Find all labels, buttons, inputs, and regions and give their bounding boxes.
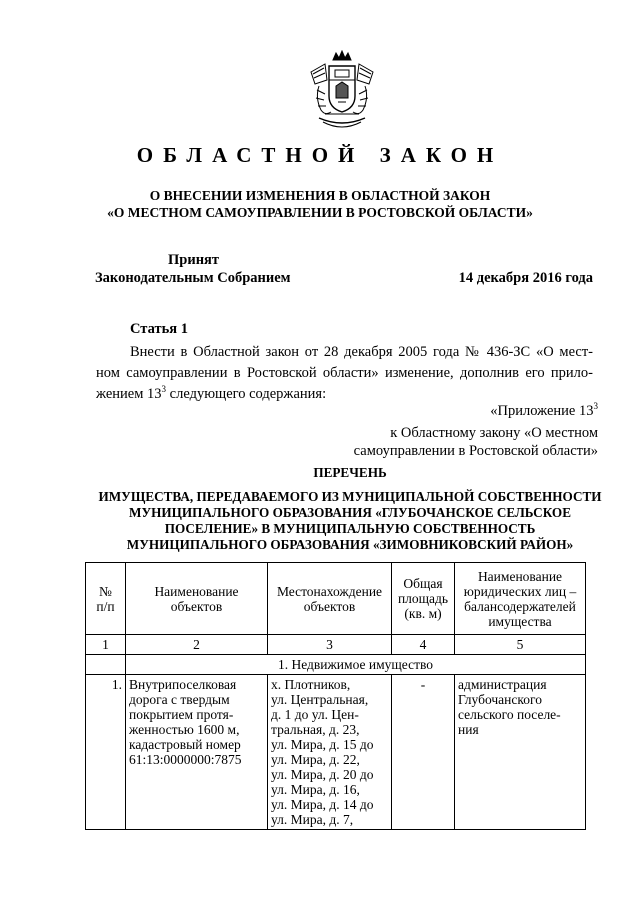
table-column-number-row (86, 635, 586, 655)
row-holder (455, 675, 586, 830)
column-number: 3 (268, 635, 392, 655)
row-area: - (392, 675, 455, 830)
table-header-row (86, 563, 586, 635)
accepted-date: 14 декабря 2016 года (458, 270, 593, 286)
cell-line: ул. Мира, д. 14 до (271, 797, 374, 812)
list-heading: ПЕРЕЧЕНЬ (313, 465, 387, 480)
column-number: 1 (86, 635, 126, 655)
cell-line: дорога с твердым (129, 692, 230, 707)
cell-line: покрытием протя- (129, 707, 234, 722)
coat-of-arms-icon (305, 50, 379, 134)
document-title: ОБЛАСТНОЙ ЗАКОН (136, 143, 504, 167)
appendix-line1: «Приложение 13 (490, 403, 594, 419)
cell-line: Внутрипоселковая (129, 677, 237, 692)
header-text: п/п (96, 598, 115, 614)
header-cell-name (126, 563, 268, 635)
list-title-line4: МУНИЦИПАЛЬНОГО ОБРАЗОВАНИЯ «ЗИМОВНИКОВСКИЙ РАЙОН» (126, 537, 574, 552)
cell-line: администрация (458, 677, 547, 692)
header-text: юридических лиц – (463, 583, 577, 599)
header-text: Общая (403, 576, 443, 591)
cell-line: кадастровый номер (129, 737, 241, 752)
header-text: Наименование (477, 568, 563, 584)
header-cell-num (86, 563, 126, 635)
cell-line: женностью 1600 м, (129, 722, 240, 737)
table-section-row (86, 655, 586, 675)
column-number: 2 (126, 635, 268, 655)
cell-line: ул. Центральная, (271, 692, 369, 707)
cell-line: сельского поселе- (458, 707, 561, 722)
cell-line: х. Плотников, (271, 677, 351, 692)
cell-line: тральная, д. 23, (271, 722, 360, 737)
header-text: балансодержателей (464, 598, 576, 614)
list-title-line1: ИМУЩЕСТВА, ПЕРЕДАВАЕМОГО ИЗ МУНИЦИПАЛЬНОЙ СОБСТВЕННОСТИ (98, 489, 602, 504)
accepted-label: Принят (168, 252, 220, 268)
row-object-name (126, 675, 268, 830)
header-cell-location (268, 563, 392, 635)
article-line3-sup: 3 (161, 384, 167, 395)
cell-line: ул. Мира, д. 20 до (271, 767, 374, 782)
header-text: Наименование (154, 583, 239, 599)
appendix-reference (330, 402, 598, 460)
header-text: Местонахождение (276, 583, 383, 599)
cell-line: ул. Мира, д. 22, (271, 752, 360, 767)
article-line2: ном самоуправлении в Ростовской области» изменение, дополнив его прило- (96, 365, 593, 381)
cell-line: ул. Мира, д. 16, (271, 782, 360, 797)
header-text: имущества (488, 613, 552, 629)
appendix-line2: к Областному закону «О местном (390, 425, 598, 441)
list-title-line3: ПОСЕЛЕНИЕ» В МУНИЦИПАЛЬНУЮ СОБСТВЕННОСТЬ (164, 521, 536, 536)
article-heading: Статья 1 (130, 321, 188, 337)
section-title: 1. Недвижимое имущество (126, 655, 586, 675)
header-cell-area (392, 563, 455, 635)
header-text: объектов (303, 598, 356, 614)
cell-line: 61:13:0000000:7875 (129, 752, 242, 767)
header-text: площадь (397, 591, 449, 606)
header-text: № (99, 583, 112, 599)
header-text: (кв. м) (404, 606, 442, 621)
cell-line: ул. Мира, д. 15 до (271, 737, 374, 752)
article-text (96, 342, 593, 405)
property-table (85, 562, 586, 830)
article-line1: Внести в Областной закон от 28 декабря 2005 года № 436-ЗС «О мест- (130, 344, 593, 360)
appendix-line3: самоуправлении в Ростовской области» (353, 443, 598, 459)
column-number: 5 (455, 635, 586, 655)
column-number: 4 (392, 635, 455, 655)
cell-line: ул. Мира, д. 7, (271, 812, 354, 827)
article-line3-pre: жением 13 (96, 386, 162, 402)
article-line3-post: следующего содержания: (166, 386, 327, 402)
table-row (86, 675, 586, 830)
section-empty-cell (86, 655, 126, 675)
cell-line: д. 1 до ул. Цен- (271, 707, 359, 722)
cell-line: ния (458, 722, 479, 737)
row-location (268, 675, 392, 830)
document-subtitle-line1: О ВНЕСЕНИИ ИЗМЕНЕНИЯ В ОБЛАСТНОЙ ЗАКОН (149, 188, 491, 203)
document-subtitle-line2: «О МЕСТНОМ САМОУПРАВЛЕНИИ В РОСТОВСКОЙ ОБЛАСТИ» (107, 205, 533, 220)
header-text: объектов (170, 598, 223, 614)
appendix-line1-sup: 3 (593, 401, 598, 412)
header-cell-holder (455, 563, 586, 635)
list-title-line2: МУНИЦИПАЛЬНОГО ОБРАЗОВАНИЯ «ГЛУБОЧАНСКОЕ СЕЛЬСКОЕ (129, 505, 571, 520)
row-number: 1. (86, 675, 126, 830)
cell-line: Глубочанского (458, 692, 542, 707)
accepted-by: Законодательным Собранием (95, 270, 291, 286)
